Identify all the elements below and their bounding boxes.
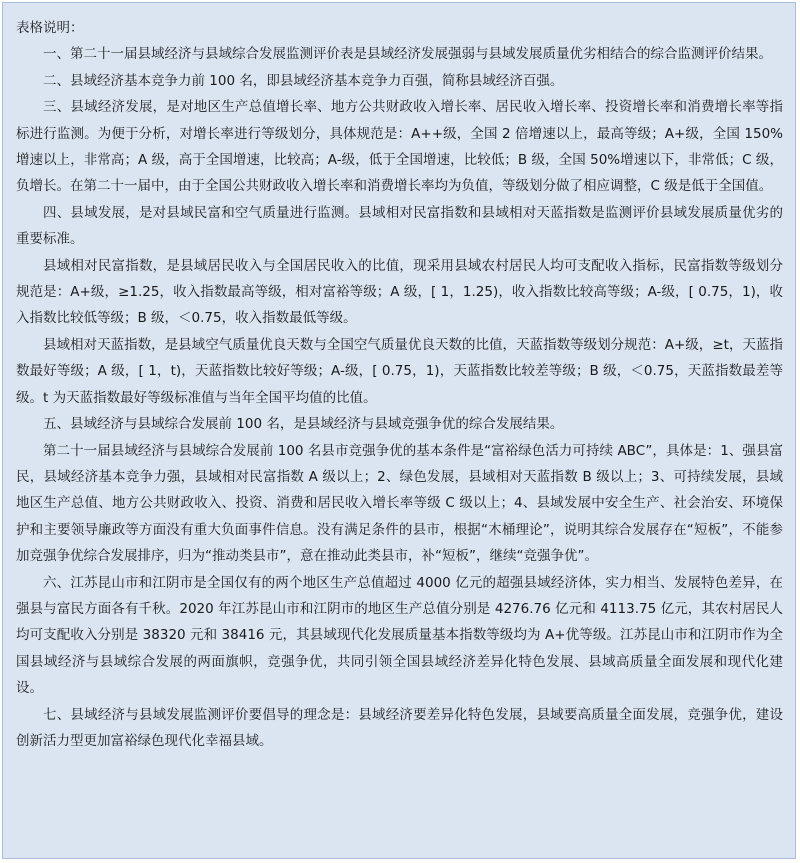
note-paragraph-wealth-index: 县域相对民富指数，是县域居民收入与全国居民收入的比值，现采用县域农村居民人均可支配收入指标，民富指数等级划分规范是：A+级，≥1.25，收入指数最高等级，相对富裕等级；A 级，[ 1，1.25)，收入指数比较高等级；A-级，[ 0.75，1)，收入指数比较低等级；B 级，＜0.75，收入指数最低等级。: [16, 257, 783, 327]
note-paragraph-conditions: 第二十一届县域经济与县域综合发展前 100 名县市竞强争优的基本条件是“富裕绿色活力可持续 ABC”，具体是：1、强县富民，县域经济基本竞争力强，县域相对民富指数 A 级以上；2、绿色发展，县域相对天蓝指数 B 级以上；3、可持续发展，县域地区生产总值、地方公共财政收入、投资、消费和居民收入增长率等级 C 级以上；4、县域发展中安全生产、社会治安、环境保护和主要领导廉政等方面没有重大负面事件信息。没有满足条件的县市，根据“木桶理论”，说明其综合发展存在“短板”，不能参加竞强争优综合发展排序，归为“推动类县市”，意在推动此类县市，补“短板”，继续“竞强争优”。: [16, 442, 783, 565]
note-paragraph-2: 二、县域经济基本竞争力前 100 名，即县域经济基本竞争力百强，简称县域经济百强。: [43, 72, 564, 89]
note-paragraph-4: 四、县域发展，是对县域民富和空气质量进行监测。县域相对民富指数和县域相对天蓝指数是监测评价县域发展质量优劣的重要标准。: [16, 204, 783, 248]
notes-heading: 表格说明：: [16, 20, 84, 36]
note-paragraph-1: 一、第二十一届县域经济与县域综合发展监测评价表是县域经济发展强弱与县域发展质量优劣相结合的综合监测评价结果。: [43, 46, 772, 63]
table-notes-panel: [2, 2, 796, 859]
note-paragraph-3: 三、县域经济发展，是对地区生产总值增长率、地方公共财政收入增长率、居民收入增长率、投资增长率和消费增长率等指标进行监测。为便于分析，对增长率进行等级划分，具体规范是：A++级，全国 2 倍增速以上，最高等级；A+级，全国 150%增速以上，非常高；A 级，高于全国增速，比较高；A-级，低于全国增速，比较低；B 级，全国 50%增速以下，非常低；C 级，负增长。在第二十一届中，由于全国公共财政收入增长率和消费增长率均为负值，等级划分做了相应调整，C 级是低于全国值。: [16, 99, 783, 195]
note-paragraph-5: 五、县域经济与县域综合发展前 100 名，是县域经济与县域竞强争优的综合发展结果。: [43, 416, 564, 433]
note-paragraph-7: 七、县域经济与县域发展监测评价要倡导的理念是：县域经济要差异化特色发展，县域要高质量全面发展，竞强争优，建设创新活力型更加富裕绿色现代化幸福县域。: [16, 706, 783, 749]
note-paragraph-sky-index: 县域相对天蓝指数，是县域空气质量优良天数与全国空气质量优良天数的比值，天蓝指数等级划分规范：A+级，≥t，天蓝指数最好等级；A 级，[ 1，t)，天蓝指数比较好等级；A-级，[ 0.75，1)，天蓝指数比较差等级；B 级，＜0.75，天蓝指数最差等级。t 为天蓝指数最好等级标准值与当年全国平均值的比值。: [16, 336, 783, 406]
note-paragraph-6: 六、江苏昆山市和江阴市是全国仅有的两个地区生产总值超过 4000 亿元的超强县域经济体，实力相当、发展特色差异，在强县与富民方面各有千秋。2020 年江苏昆山市和江阴市的地区生产总值分别是 4276.76 亿元和 4113.75 亿元，其农村居民人均可支配收入分别是 38320 元和 38416 元，其县域现代化发展质量基本指数等级均为 A+优等级。江苏昆山市和江阴市作为全国县域经济与县域综合发展的两面旗帜，竞强争优，共同引领全国县域经济差异化特色发展、县域高质量全面发展和现代化建设。: [16, 574, 783, 697]
